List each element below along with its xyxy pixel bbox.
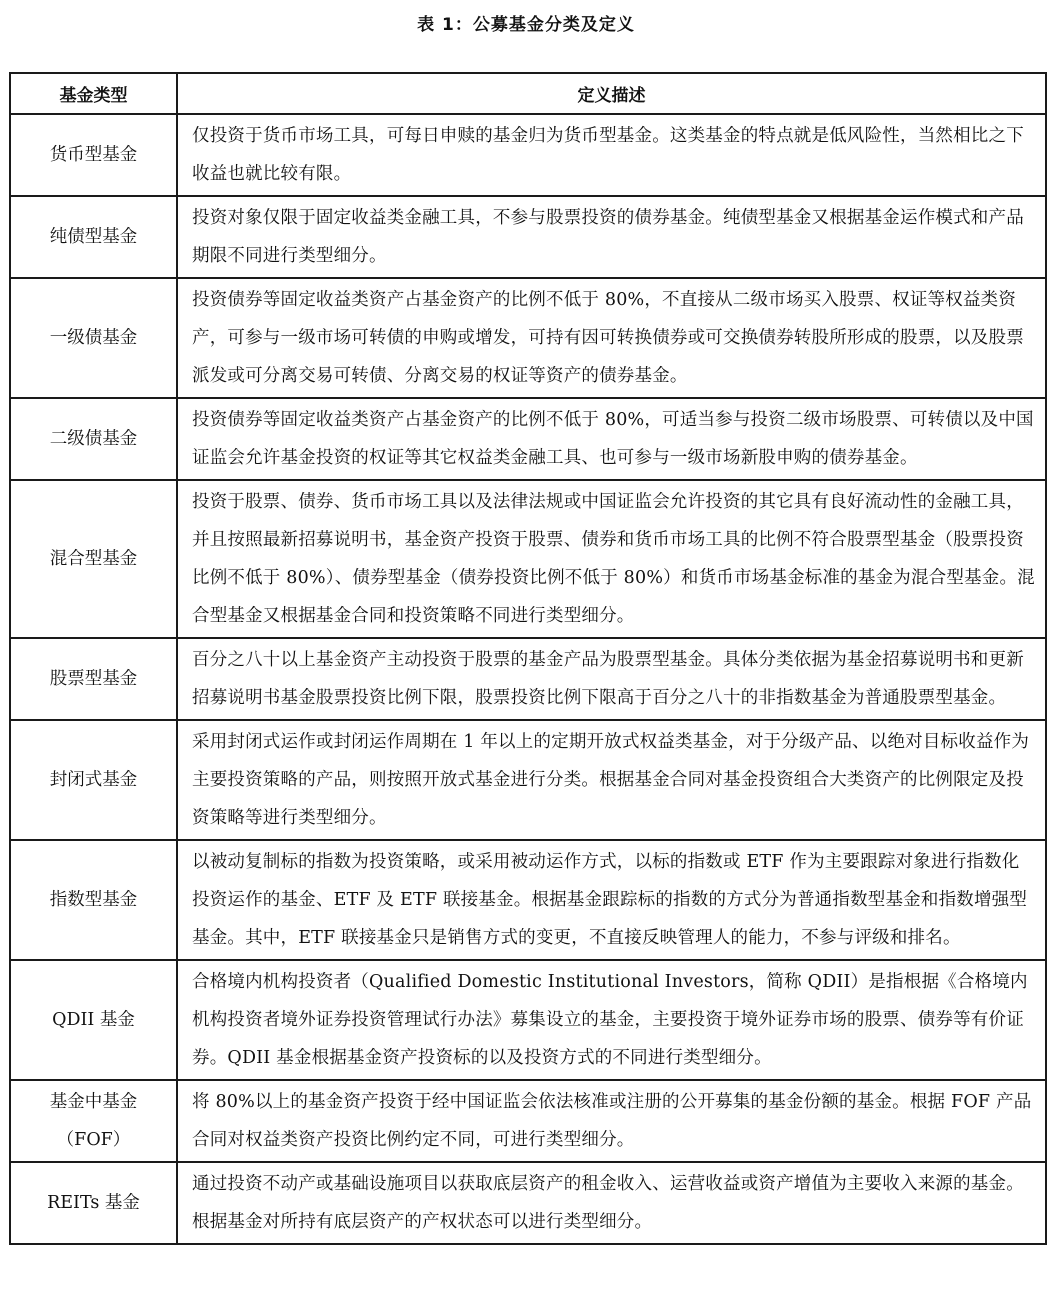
table-header-row — [10, 73, 1046, 114]
definition-cell: 百分之八十以上基金资产主动投资于股票的基金产品为股票型基金。具体分类依据为基金招募说明书和更新招募说明书基金股票投资比例下限，股票投资比例下限高于百分之八十的非指数基金为普通股票型基金。 — [177, 638, 1046, 720]
table-row-qdii — [10, 960, 1046, 1080]
fund-type-cell: 一级债基金 — [10, 278, 177, 398]
fund-type-cell: 指数型基金 — [10, 840, 177, 960]
table-row-pure-bond — [10, 196, 1046, 278]
definition-cell: 以被动复制标的指数为投资策略，或采用被动运作方式，以标的指数或 ETF 作为主要跟踪对象进行指数化投资运作的基金、ETF 及 ETF 联接基金。根据基金跟踪标的指数的方式分为普通指数型基金和指数增强型基金。其中，ETF 联接基金只是销售方式的变更，不直接反映管理人的能力，不参与评级和排名。 — [177, 840, 1046, 960]
fund-type-cell: REITs 基金 — [10, 1162, 177, 1244]
table-title: 表 1：公募基金分类及定义 — [417, 15, 635, 35]
table-row-primary-bond — [10, 278, 1046, 398]
table-row-reits — [10, 1162, 1046, 1244]
fund-type-cell: QDII 基金 — [10, 960, 177, 1080]
definition-cell: 投资债券等固定收益类资产占基金资产的比例不低于 80%，可适当参与投资二级市场股票、可转债以及中国证监会允许基金投资的权证等其它权益类金融工具、也可参与一级市场新股申购的债券基金。 — [177, 398, 1046, 480]
definition-cell: 合格境内机构投资者（Qualified Domestic Institutional Investors，简称 QDII）是指根据《合格境内机构投资者境外证券投资管理试行办法》募集设立的基金，主要投资于境外证券市场的股票、债券等有价证券。QDII 基金根据基金资产投资标的以及投资方式的不同进行类型细分。 — [177, 960, 1046, 1080]
definition-cell: 采用封闭式运作或封闭运作周期在 1 年以上的定期开放式权益类基金，对于分级产品、以绝对目标收益作为主要投资策略的产品，则按照开放式基金进行分类。根据基金合同对基金投资组合大类资产的比例限定及投资策略等进行类型细分。 — [177, 720, 1046, 840]
table-row-closed-end — [10, 720, 1046, 840]
table-row-secondary-bond — [10, 398, 1046, 480]
table-row-money-market — [10, 114, 1046, 196]
table-row-index — [10, 840, 1046, 960]
definition-cell: 投资债券等固定收益类资产占基金资产的比例不低于 80%，不直接从二级市场买入股票、权证等权益类资产，可参与一级市场可转债的申购或增发，可持有因可转换债券或可交换债券转股所形成的股票，以及股票派发或可分离交易可转债、分离交易的权证等资产的债券基金。 — [177, 278, 1046, 398]
definition-cell: 将 80%以上的基金资产投资于经中国证监会依法核准或注册的公开募集的基金份额的基金。根据 FOF 产品合同对权益类资产投资比例约定不同，可进行类型细分。 — [177, 1080, 1046, 1162]
table-row-hybrid — [10, 480, 1046, 638]
fund-type-cell: 基金中基金 （FOF） — [10, 1080, 177, 1162]
fund-type-cell: 货币型基金 — [10, 114, 177, 196]
definition-cell: 仅投资于货币市场工具，可每日申赎的基金归为货币型基金。这类基金的特点就是低风险性，当然相比之下收益也就比较有限。 — [177, 114, 1046, 196]
table-row-fof — [10, 1080, 1046, 1162]
fund-type-cell: 股票型基金 — [10, 638, 177, 720]
definition-cell: 投资对象仅限于固定收益类金融工具，不参与股票投资的债券基金。纯债型基金又根据基金运作模式和产品期限不同进行类型细分。 — [177, 196, 1046, 278]
header-fund-type: 基金类型 — [10, 73, 177, 114]
fund-type-cell: 纯债型基金 — [10, 196, 177, 278]
fund-type-cell: 二级债基金 — [10, 398, 177, 480]
fund-type-cell: 封闭式基金 — [10, 720, 177, 840]
header-definition: 定义描述 — [177, 73, 1046, 114]
table-row-equity — [10, 638, 1046, 720]
definition-cell: 通过投资不动产或基础设施项目以获取底层资产的租金收入、运营收益或资产增值为主要收入来源的基金。根据基金对所持有底层资产的产权状态可以进行类型细分。 — [177, 1162, 1046, 1244]
fund-classification-table — [9, 72, 1047, 1245]
fund-type-cell: 混合型基金 — [10, 480, 177, 638]
definition-cell: 投资于股票、债券、货币市场工具以及法律法规或中国证监会允许投资的其它具有良好流动性的金融工具，并且按照最新招募说明书，基金资产投资于股票、债券和货币市场工具的比例不符合股票型基金（股票投资比例不低于 80%）、债券型基金（债券投资比例不低于 80%）和货币市场基金标准的基金为混合型基金。混合型基金又根据基金合同和投资策略不同进行类型细分。 — [177, 480, 1046, 638]
